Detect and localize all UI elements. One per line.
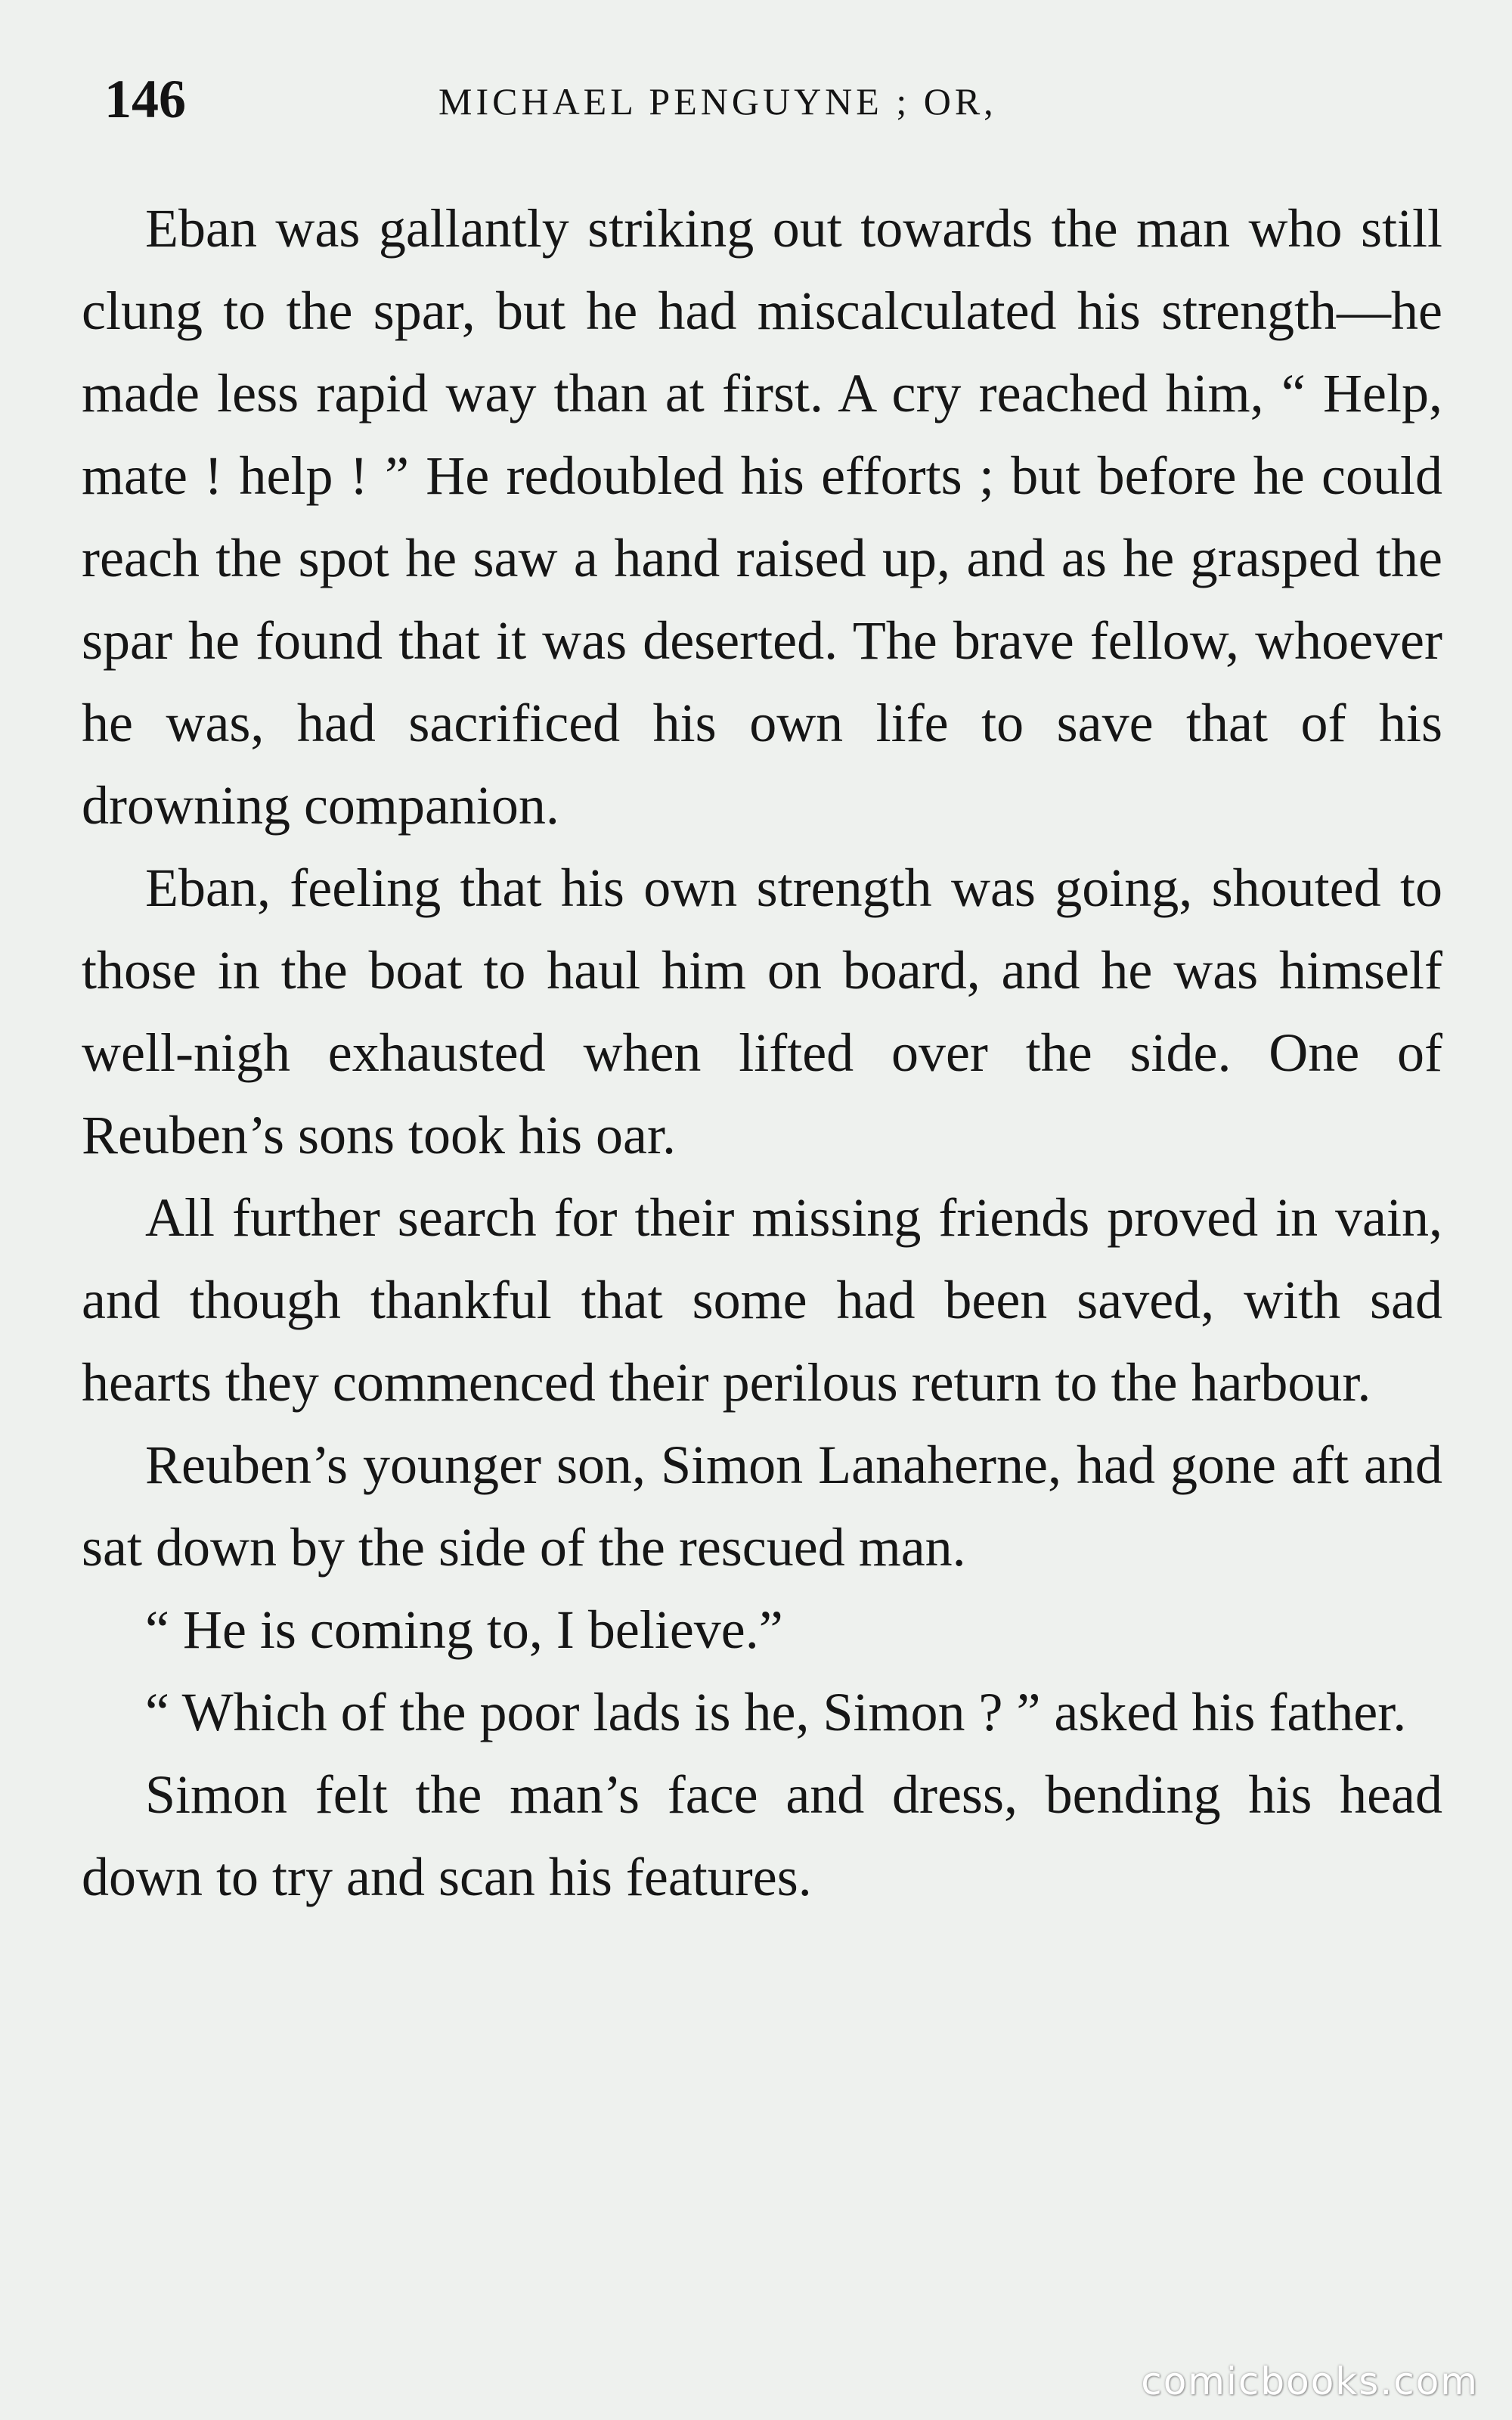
paragraph: Eban was gallantly striking out towards the man who still clung to the spar, but he had miscalculated his strength—he made less rapid way than at first. A cry reached him, “ Help, mate ! help ! ” He redoubled his efforts ; but before he could reach the spot he saw a hand raised up, and as he grasped the spar he found that it was deserted. The brave fellow, whoever he was, had sacrificed his own life to save that of his drowning companion.: [82, 198, 1442, 836]
paragraph: All further search for their missing friends proved in vain, and though thankful that some had been saved, with sad hearts they commenced their perilous return to the harbour.: [82, 1187, 1442, 1413]
paragraph: “ Which of the poor lads is he, Simon ? ” asked his father.: [145, 1682, 1407, 1742]
watermark: comicbooks.com: [1141, 2360, 1479, 2403]
paragraph: Simon felt the man’s face and dress, bending his head down to try and scan his features.: [82, 1764, 1442, 1907]
page-number: 146: [104, 69, 186, 129]
page-header: [91, 65, 1436, 133]
paragraph: Reuben’s younger son, Simon Lanaherne, had gone aft and sat down by the side of the rescued man.: [82, 1435, 1442, 1578]
body-text: [82, 188, 1442, 1919]
paragraph: “ He is coming to, I believe.”: [145, 1599, 783, 1660]
paragraph: Eban, feeling that his own strength was going, shouted to those in the boat to haul him on board, and he was himself well-nigh exhausted when lifted over the side. One of Reuben’s sons took his oar.: [82, 858, 1442, 1165]
running-head: MICHAEL PENGUYNE ; OR,: [438, 80, 997, 123]
